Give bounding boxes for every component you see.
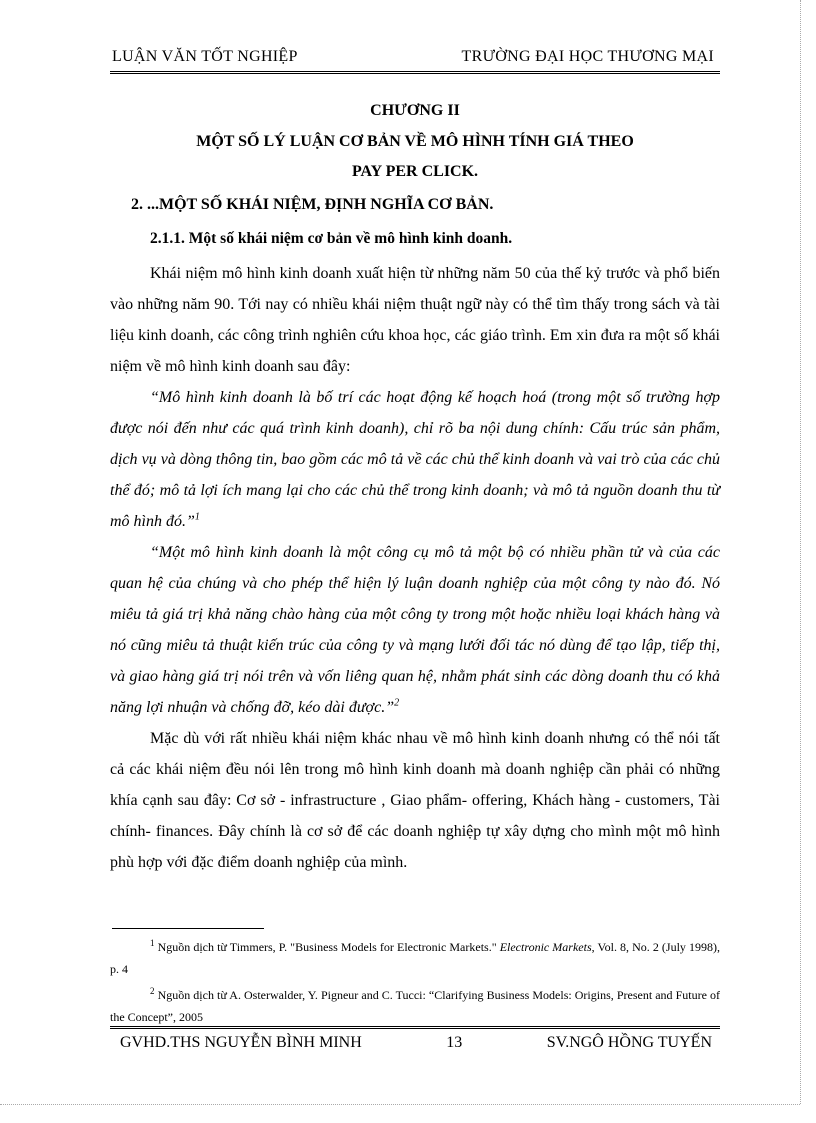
section-heading-2: 2. ...MỘT SỐ KHÁI NIỆM, ĐỊNH NGHĨA CƠ BẢN. (131, 196, 494, 213)
paragraph-intro: Khái niệm mô hình kinh doanh xuất hiện từ những năm 50 của thế kỷ trước và phổ biến vào những năm 90. Tới nay có nhiều khái niệm thuật ngữ này có thể tìm thấy trong sách và tài liệu kinh doanh, các công trình nghiên cứu khoa học, các giáo trình. Em xin đưa ra một số khái niệm về mô hình kinh doanh sau đây: (110, 265, 720, 375)
page-border-right (800, 0, 801, 1104)
header-thesis-label: LUẬN VĂN TỐT NGHIỆP (112, 48, 298, 65)
footnote-2-text: Nguồn dịch từ A. Osterwalder, Y. Pigneur and C. Tucci: “Clarifying Business Models: Origins, Present and Future of the Concept”, 2005 (110, 988, 721, 1024)
footnotes (110, 936, 720, 1032)
subsection-heading-2-1-1: 2.1.1. Một số khái niệm cơ bản về mô hình kinh doanh. (150, 230, 513, 247)
footnote-1-text-b: , Vol. 8, No. 2 (July 1998), p. 4 (110, 940, 721, 976)
page-header (110, 48, 720, 74)
footnote-1-journal: Electronic Markets (499, 940, 592, 954)
footnote-ref-2[interactable]: 2 (394, 697, 400, 709)
footnote-2 (110, 984, 720, 1028)
footer-supervisor: GVHD.THS NGUYỄN BÌNH MINH (120, 1034, 362, 1051)
page-border-bottom (0, 1104, 800, 1105)
quote-definition-1 (110, 382, 720, 537)
footnote-separator (112, 928, 264, 929)
chapter-title-line-1: MỘT SỐ LÝ LUẬN CƠ BẢN VỀ MÔ HÌNH TÍNH GIÁ THEO (196, 133, 634, 150)
footnote-1 (110, 936, 720, 980)
footnote-1-number: 1 (150, 938, 155, 948)
quote-1-text: “Mô hình kinh doanh là bố trí các hoạt động kế hoạch hoá (trong một số trường hợp được nói đến như các quá trình kinh doanh), chỉ rõ ba nội dung chính: Cấu trúc sản phẩm, dịch vụ và dòng thông tin, bao gồm các mô tả về các chủ thể kinh doanh và vai trò của các chủ thể đó; mô tả lợi ích mang lại cho các chủ thể trong kinh doanh; và mô tả nguồn doanh thu từ mô hình đó.” (110, 389, 720, 530)
page-number: 13 (446, 1034, 463, 1051)
header-university-label: TRƯỜNG ĐẠI HỌC THƯƠNG MẠI (461, 48, 714, 65)
quote-definition-2 (110, 537, 720, 723)
footnote-2-number: 2 (150, 986, 155, 996)
page-footer (110, 1026, 720, 1052)
footnote-ref-1[interactable]: 1 (194, 511, 200, 523)
quote-2-text: “Một mô hình kinh doanh là một công cụ mô tả một bộ có nhiều phần tử và của các quan hệ của chúng và cho phép thể hiện lý luận doanh nghiệp của một công ty nào đó. Nó miêu tả giá trị khả năng chào hàng của một công ty trong một hoặc nhiều loại khách hàng và nó cũng miêu tả thuật kiến trúc của công ty và mạng lưới đối tác nó dùng để tạo lập, tiếp thị, và giao hàng giá trị nói trên và vốn liêng quan hệ, nhằm phát sinh các dòng doanh thu có khả năng lợi nhuận và chống đỡ, kéo dài được.” (110, 544, 720, 716)
footnote-1-text-a: Nguồn dịch từ Timmers, P. "Business Models for Electronic Markets." (157, 940, 500, 954)
chapter-heading: CHƯƠNG II (370, 102, 460, 119)
footer-student: SV.NGÔ HỒNG TUYẾN (546, 1034, 712, 1051)
body-text (110, 258, 720, 878)
paragraph-conclusion: Mặc dù với rất nhiều khái niệm khác nhau về mô hình kinh doanh nhưng có thể nói tất cả các khái niệm đều nói lên trong mô hình kinh doanh mà doanh nghiệp cần phải có những khía cạnh sau đây: Cơ sở - infrastructure , Giao phẩm- offering, Khách hàng - customers, Tài chính- finances. Đây chính là cơ sở để các doanh nghiệp tự xây dựng cho mình một mô hình phù hợp với đặc điểm doanh nghiệp của mình. (110, 730, 720, 871)
chapter-title-line-2: PAY PER CLICK. (351, 163, 479, 180)
